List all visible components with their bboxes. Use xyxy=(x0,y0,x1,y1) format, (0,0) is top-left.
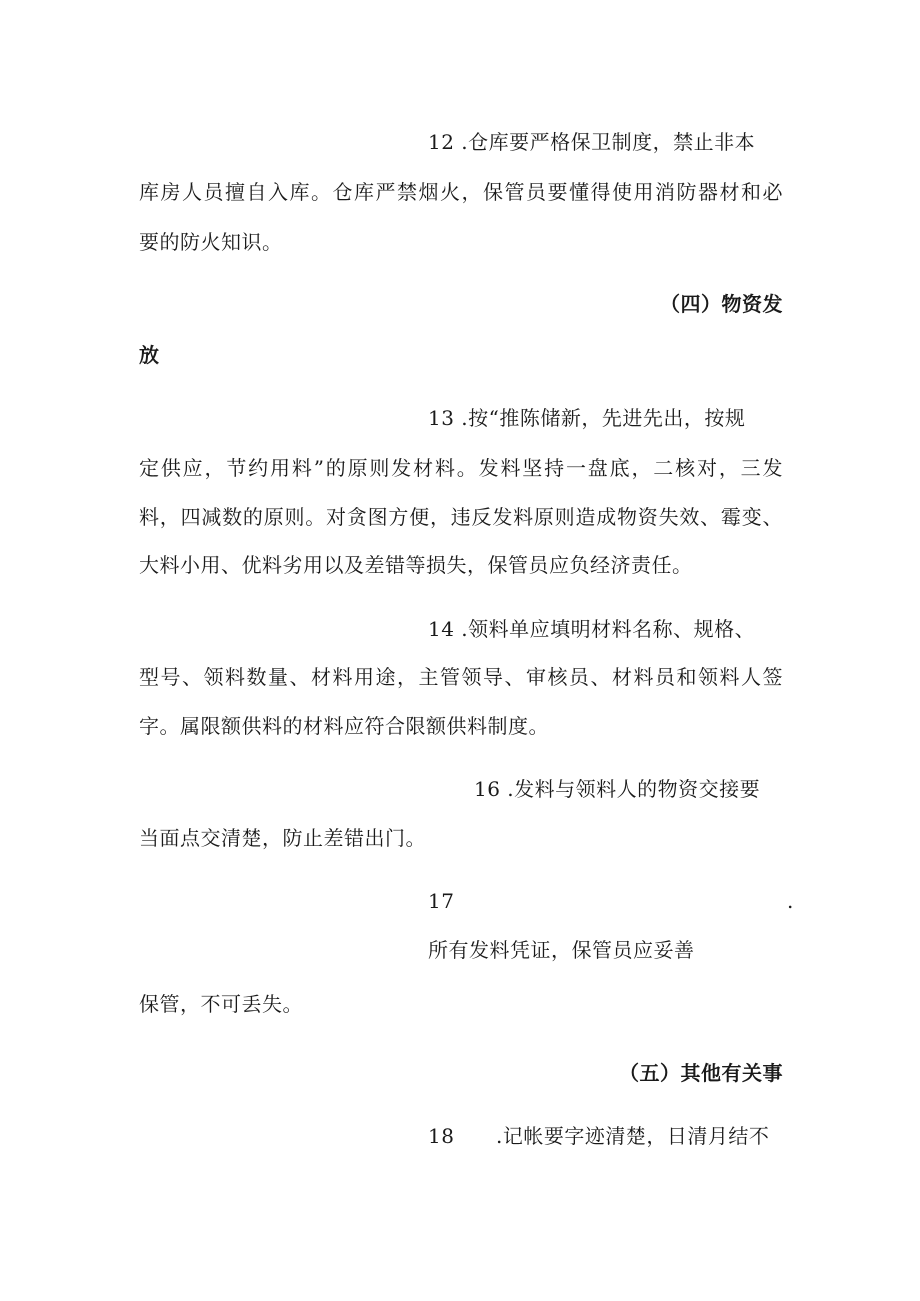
p18-number: 18 xyxy=(428,1124,455,1148)
p12-line3: 要的防火知识。 xyxy=(139,230,283,254)
section5-heading: （五）其他有关事 xyxy=(619,1061,783,1085)
p14-line1: 14 .领料单应填明材料名称、规格、 xyxy=(428,617,756,641)
p13-line2: 定供应，节约用料”的原则发材料。发料坚持一盘底，二核对，三发 xyxy=(139,456,783,480)
p14-line3: 字。属限额供料的材料应符合限额供料制度。 xyxy=(139,714,549,738)
p18-text: .记帐要字迹清楚，日清月结不 xyxy=(496,1124,770,1148)
section4-heading: （四）物资发 xyxy=(660,292,783,316)
p12-line2: 库房人员擅自入库。仓库严禁烟火，保管员要懂得使用消防器材和必 xyxy=(139,180,783,204)
p16-line1: 16 .发料与领料人的物资交接要 xyxy=(474,777,761,801)
p17-number: 17 xyxy=(428,889,455,913)
p17-dot: . xyxy=(787,889,794,913)
p14-line2: 型号、领料数量、材料用途，主管领导、审核员、材料员和领料人签 xyxy=(139,665,783,689)
p13-line1: 13 .按“推陈储新，先进先出，按规 xyxy=(428,406,746,430)
p17-line2: 所有发料凭证，保管员应妥善 xyxy=(428,938,695,962)
p13-line4: 大料小用、优料劣用以及差错等损失，保管员应负经济责任。 xyxy=(139,553,693,577)
p16-line2: 当面点交清楚，防止差错出门。 xyxy=(139,826,426,850)
p12-line1: 12 .仓库要严格保卫制度，禁止非本 xyxy=(428,130,756,154)
section4-heading-cont: 放 xyxy=(139,343,160,367)
p17-line3: 保管，不可丢失。 xyxy=(139,992,303,1016)
p13-line3: 料，四减数的原则。对贪图方便，违反发料原则造成物资失效、霉变、 xyxy=(139,505,783,529)
